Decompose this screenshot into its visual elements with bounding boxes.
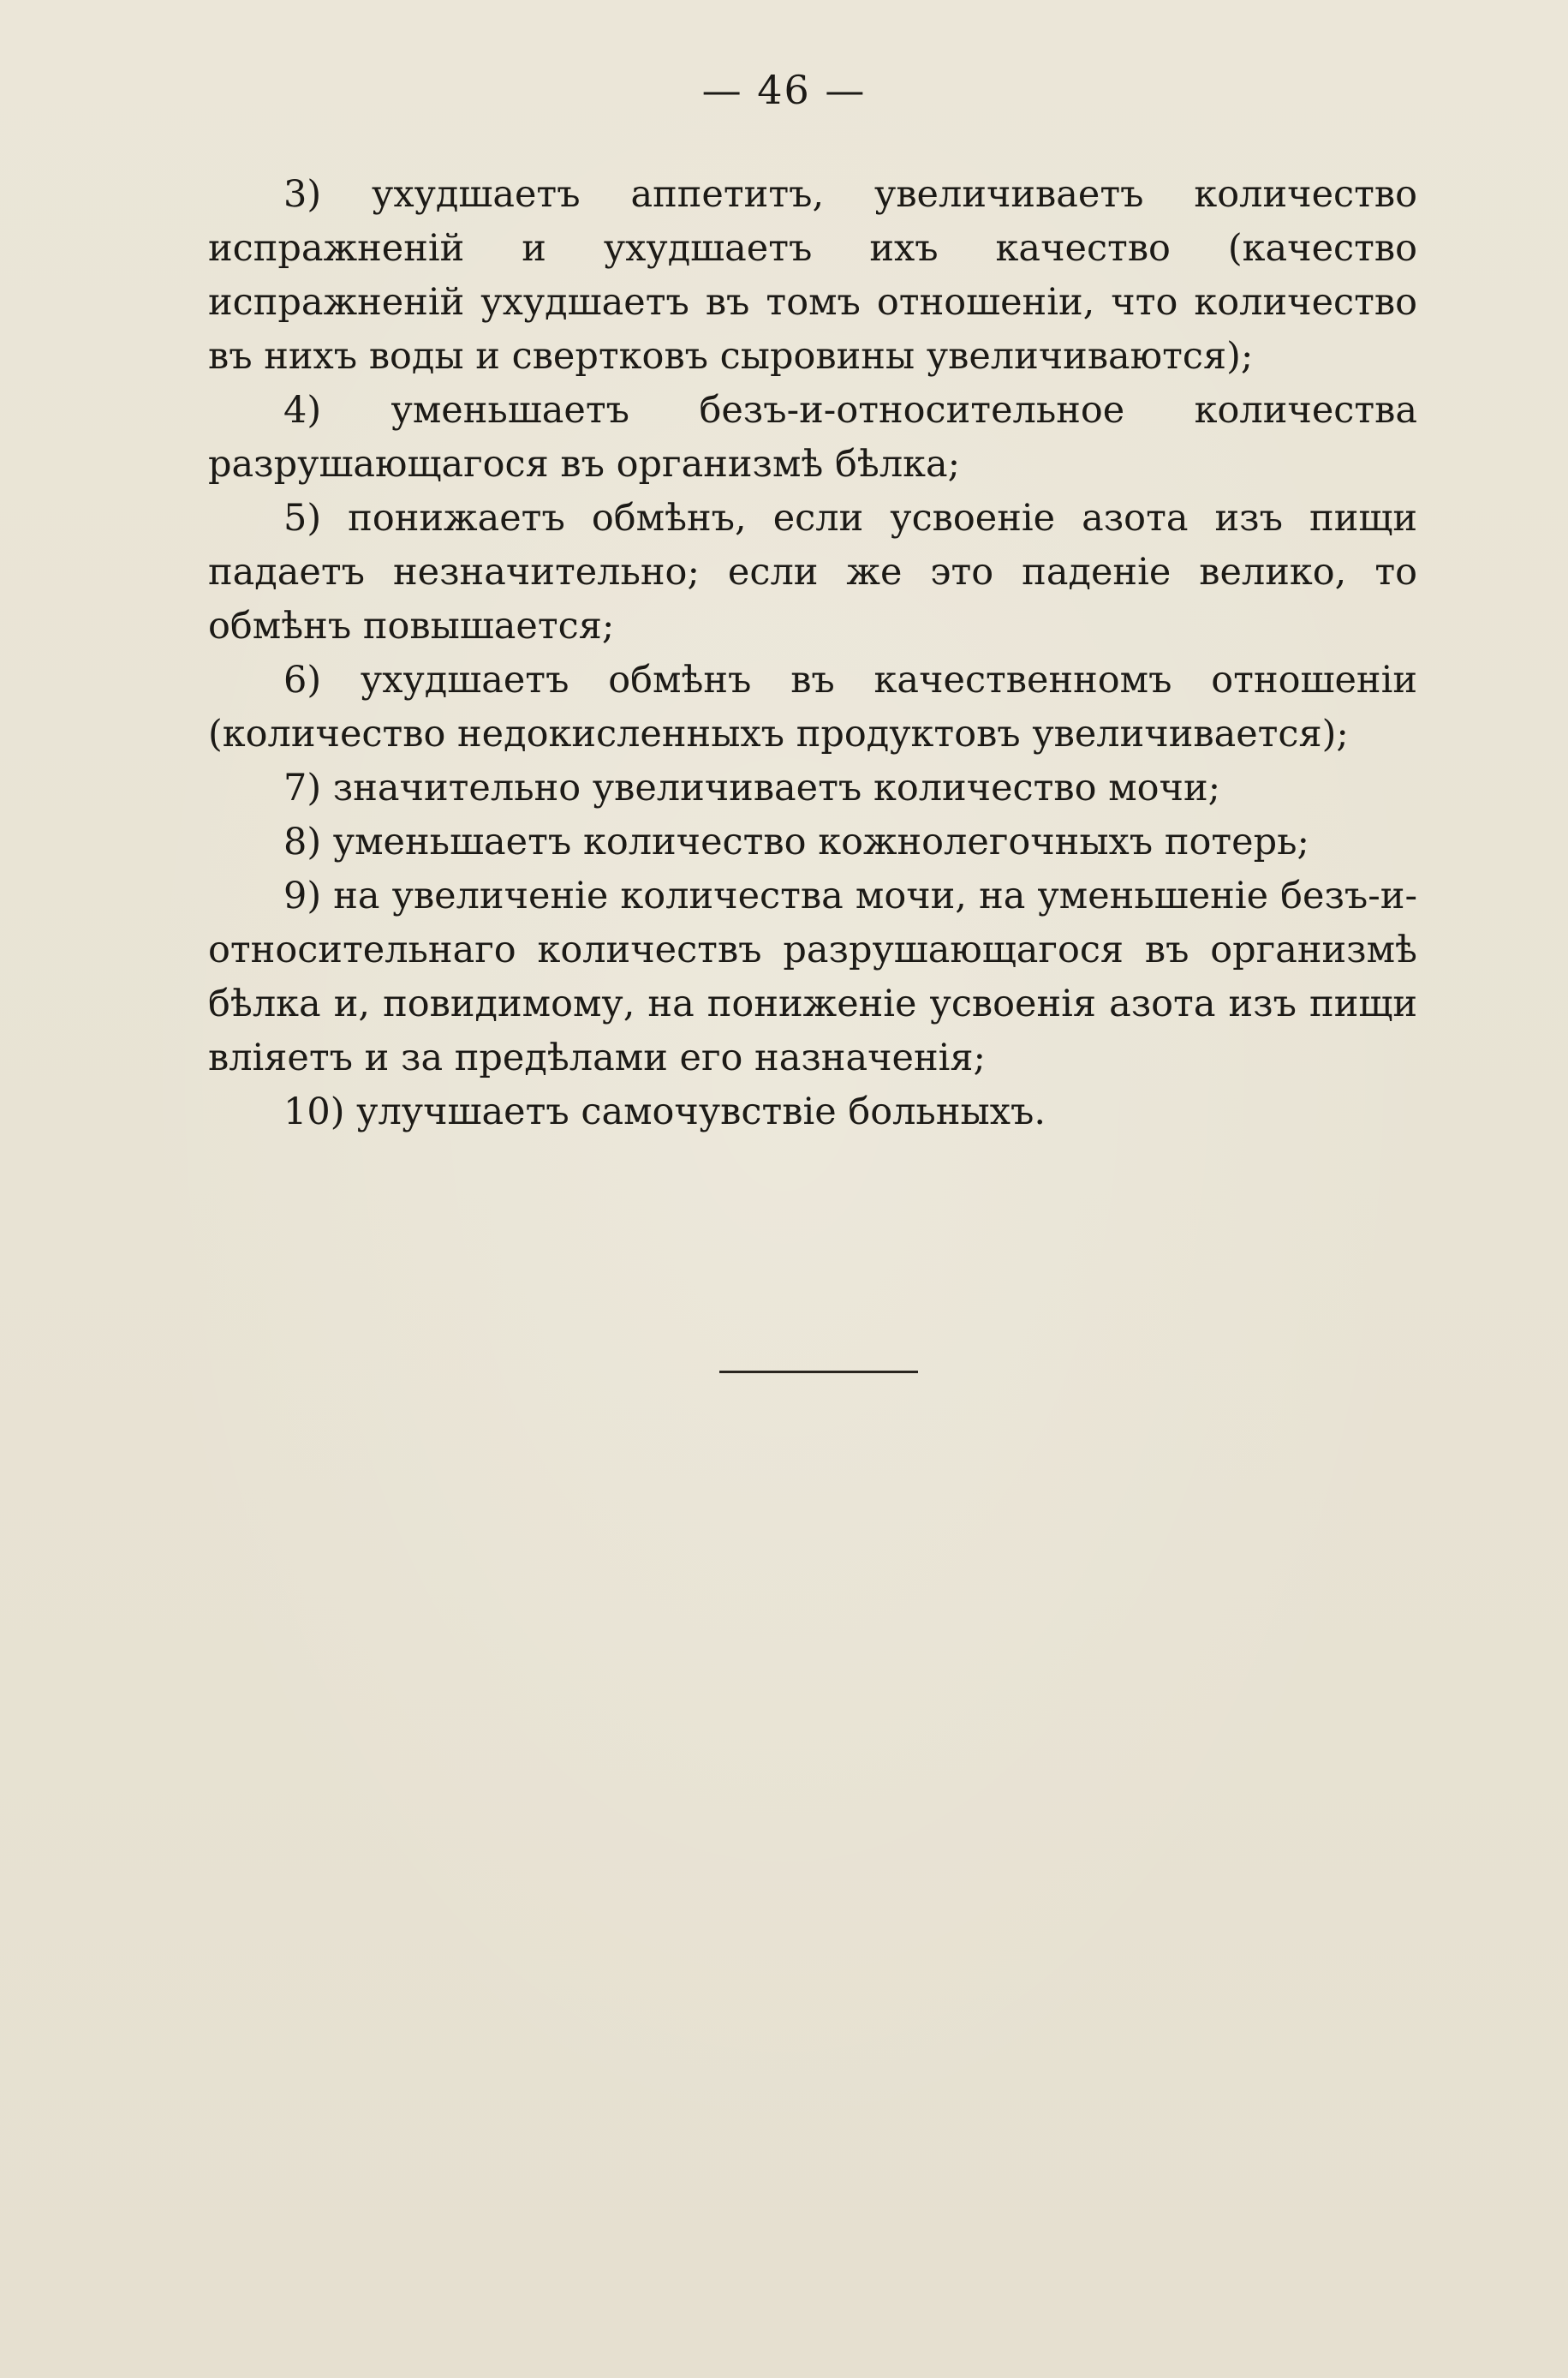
list-item: 3) ухудшаетъ аппетитъ, увеличиваетъ количество испражненій и ухудшаетъ ихъ качество (качество испражненій ухудшаетъ въ томъ отношеніи, что количество въ нихъ воды и свертковъ сыровины увеличиваются); [208,173,1417,378]
list-item: 7) значительно увеличиваетъ количество мочи; [283,767,1221,810]
list-item: 6) ухудшаетъ обмѣнъ въ качественномъ отношеніи (количество недокисленныхъ продуктовъ увеличивается); [208,659,1417,756]
list-item: 5) понижаетъ обмѣнъ, если усвоеніе азота изъ пищи падаетъ незначительно; если же это паденіе велико, то обмѣнъ повышается; [208,497,1417,648]
list-item: 9) на увеличеніе количества мочи, на уменьшеніе безъ-и-относительнаго количествъ разрушающагося въ организмѣ бѣлка и, повидимому, на пониженіе усвоенія азота изъ пищи вліяетъ и за предѣлами его назначенія; [208,875,1417,1079]
page-number: — 46 — [701,67,867,113]
list-item: 4) уменьшаетъ безъ-и-относительное количества разрушающагося въ организмѣ бѣлка; [208,389,1417,486]
conclusions-list [208,168,1417,1139]
section-divider [719,1371,918,1373]
list-item: 10) улучшаетъ самочувствіе больныхъ. [283,1090,1046,1133]
list-item: 8) уменьшаетъ количество кожнолегочныхъ потерь; [283,821,1310,863]
